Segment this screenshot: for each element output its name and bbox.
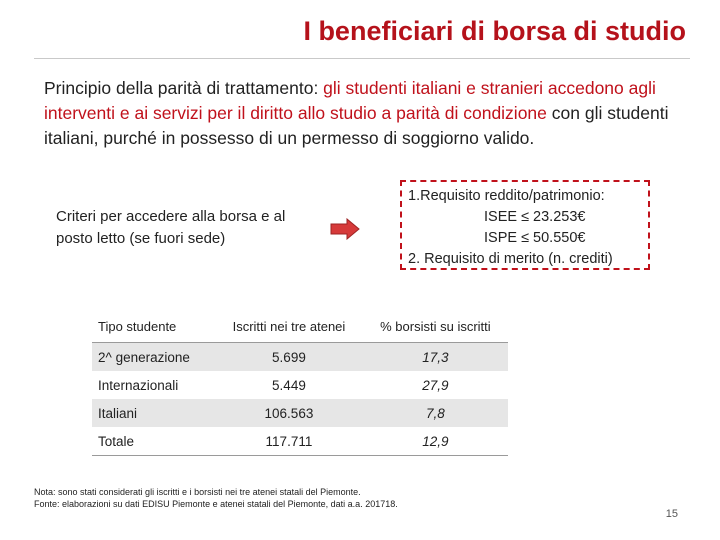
cell-percentage: 12,9 [363,427,508,456]
column-header-type: Tipo studente [92,310,215,343]
table-row [92,427,508,456]
table-row [92,343,508,372]
cell-enrolled: 5.449 [272,377,306,393]
table-header-row [92,310,508,343]
footnote [34,486,594,510]
cell-type: Totale [92,427,215,456]
cell-type: Internazionali [98,377,179,393]
beneficiaries-table [92,310,508,456]
cell-percentage: 27,9 [422,377,449,393]
intro-paragraph [44,76,684,151]
cell-type: 2^ generazione [92,343,215,372]
requirement-merit: 2. Requisito di merito (n. crediti) [408,251,613,267]
title-divider [34,58,690,59]
page-number: 15 [665,508,678,520]
column-header-enrolled: Iscritti nei tre atenei [215,310,363,343]
cell-enrolled: 5.699 [215,343,363,372]
column-header-percentage: % borsisti su iscritti [363,310,508,343]
requirement-ispe: ISPE ≤ 50.550€ [484,230,586,246]
cell-enrolled: 117.711 [215,427,363,456]
cell-enrolled: 106.563 [215,399,363,427]
footnote-note: Nota: sono stati considerati gli iscritti e i borsisti nei tre atenei statali del Piemonte. [34,487,361,497]
cell-percentage: 7,8 [363,399,508,427]
right-arrow-icon [330,218,360,240]
table-row [92,371,508,399]
criteria-label: Criteri per accedere alla borsa e al posto letto (se fuori sede) [56,208,286,247]
intro-text-end: con gli studenti italiani, purché in possesso di un permesso di soggiorno valido. [44,103,669,148]
intro-text-start: Principio della parità di trattamento: [44,78,324,98]
requirement-isee: ISEE ≤ 23.253€ [484,209,586,225]
requirements-box [400,180,650,270]
cell-type: Italiani [92,399,215,427]
slide-title: I beneficiari di borsa di studio [303,16,686,46]
table-row [92,399,508,427]
cell-percentage: 17,3 [363,343,508,372]
footnote-source: Fonte: elaborazioni su dati EDISU Piemonte e atenei statali del Piemonte, dati a.a. 201718. [34,499,398,509]
intro-highlight: gli studenti italiani e stranieri accedono agli interventi e ai servizi per il diritto allo studio a parità di condizione [44,78,656,123]
requirement-income: 1.Requisito reddito/patrimonio: [408,188,605,204]
